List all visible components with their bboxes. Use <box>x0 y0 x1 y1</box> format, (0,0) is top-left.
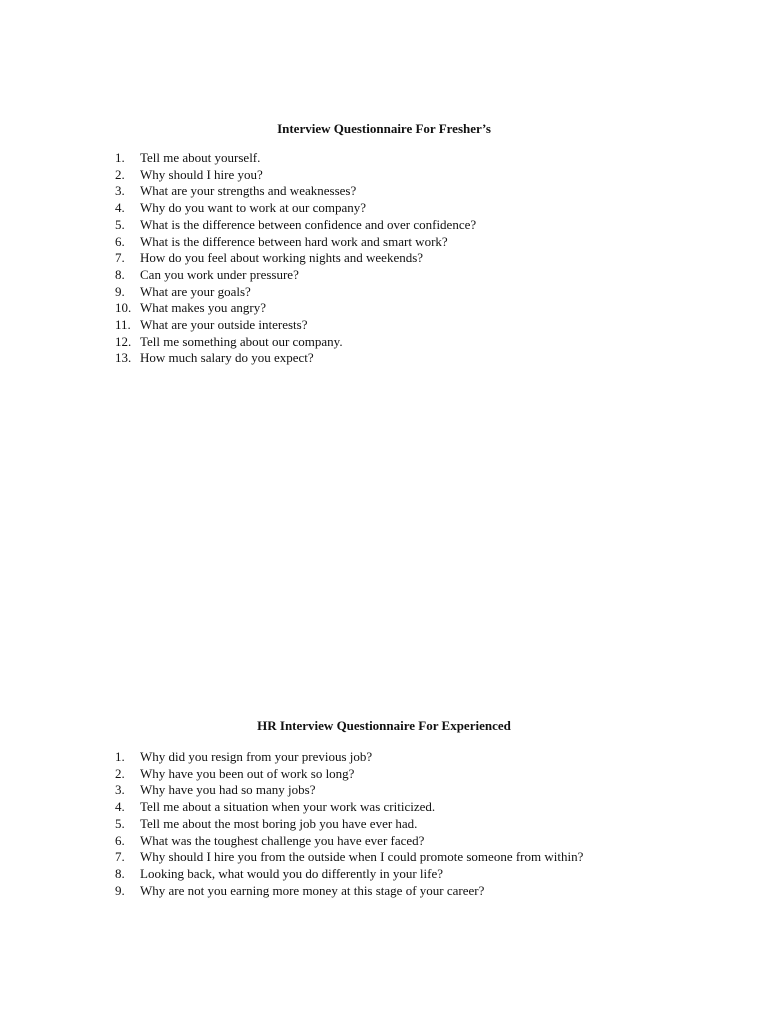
question-number: 8. <box>115 266 125 282</box>
question-item <box>115 200 476 217</box>
question-text: Tell me about a situation when your work was criticized. <box>140 799 436 815</box>
question-item <box>115 317 476 334</box>
question-number: 7. <box>115 250 125 266</box>
question-number: 12. <box>115 333 132 349</box>
question-item <box>115 267 476 284</box>
question-number: 4. <box>115 799 125 815</box>
question-text: Tell me something about our company. <box>140 333 343 349</box>
freshers-section-title: Interview Questionnaire For Fresher’s <box>277 121 491 136</box>
question-item <box>115 782 583 799</box>
question-item <box>115 833 583 850</box>
question-text: Why are not you earning more money at this stage of your career? <box>140 882 485 898</box>
question-number: 13. <box>115 350 132 366</box>
experienced-question-list <box>115 749 583 899</box>
question-item <box>115 749 583 766</box>
question-text: Why have you had so many jobs? <box>140 782 316 798</box>
question-number: 6. <box>115 832 125 848</box>
question-item <box>115 217 476 234</box>
question-item <box>115 883 583 900</box>
question-item <box>115 250 476 267</box>
question-number: 4. <box>115 200 125 216</box>
question-text: Why have you been out of work so long? <box>140 765 355 781</box>
question-text: Why do you want to work at our company? <box>140 200 367 216</box>
question-text: How do you feel about working nights and weekends? <box>140 250 424 266</box>
question-number: 1. <box>115 150 125 165</box>
question-text: What was the toughest challenge you have ever faced? <box>140 832 425 848</box>
question-item <box>115 183 476 200</box>
question-text: What are your outside interests? <box>140 317 308 333</box>
question-text: What makes you angry? <box>140 300 266 316</box>
question-text: Tell me about yourself. <box>140 150 261 165</box>
question-number: 5. <box>115 216 125 232</box>
question-number: 2. <box>115 166 125 182</box>
question-number: 7. <box>115 849 125 865</box>
question-number: 6. <box>115 233 125 249</box>
question-number: 9. <box>115 283 125 299</box>
question-item <box>115 766 583 783</box>
question-item <box>115 849 583 866</box>
question-number: 8. <box>115 865 125 881</box>
question-text: What is the difference between hard work and smart work? <box>140 233 448 249</box>
question-item <box>115 234 476 251</box>
question-number: 11. <box>115 317 131 333</box>
question-text: Why should I hire you? <box>140 166 263 182</box>
question-number: 10. <box>115 300 132 316</box>
question-text: What is the difference between confidence and over confidence? <box>140 216 477 232</box>
question-text: Why did you resign from your previous job? <box>140 749 373 764</box>
question-item <box>115 284 476 301</box>
question-item <box>115 150 476 167</box>
question-item <box>115 799 583 816</box>
question-text: Tell me about the most boring job you have ever had. <box>140 815 418 831</box>
question-number: 3. <box>115 782 125 798</box>
question-item <box>115 816 583 833</box>
question-text: What are your goals? <box>140 283 251 299</box>
experienced-section-title: HR Interview Questionnaire For Experienced <box>257 718 511 733</box>
question-text: Why should I hire you from the outside when I could promote someone from within? <box>140 849 584 865</box>
question-item <box>115 334 476 351</box>
question-text: How much salary do you expect? <box>140 350 314 366</box>
freshers-question-list <box>115 150 476 367</box>
question-number: 5. <box>115 815 125 831</box>
question-text: What are your strengths and weaknesses? <box>140 183 357 199</box>
question-item <box>115 300 476 317</box>
question-number: 9. <box>115 882 125 898</box>
question-text: Looking back, what would you do differently in your life? <box>140 865 444 881</box>
question-number: 1. <box>115 749 125 764</box>
question-item <box>115 167 476 184</box>
question-item <box>115 350 476 367</box>
question-text: Can you work under pressure? <box>140 266 299 282</box>
question-number: 3. <box>115 183 125 199</box>
question-number: 2. <box>115 765 125 781</box>
question-item <box>115 866 583 883</box>
